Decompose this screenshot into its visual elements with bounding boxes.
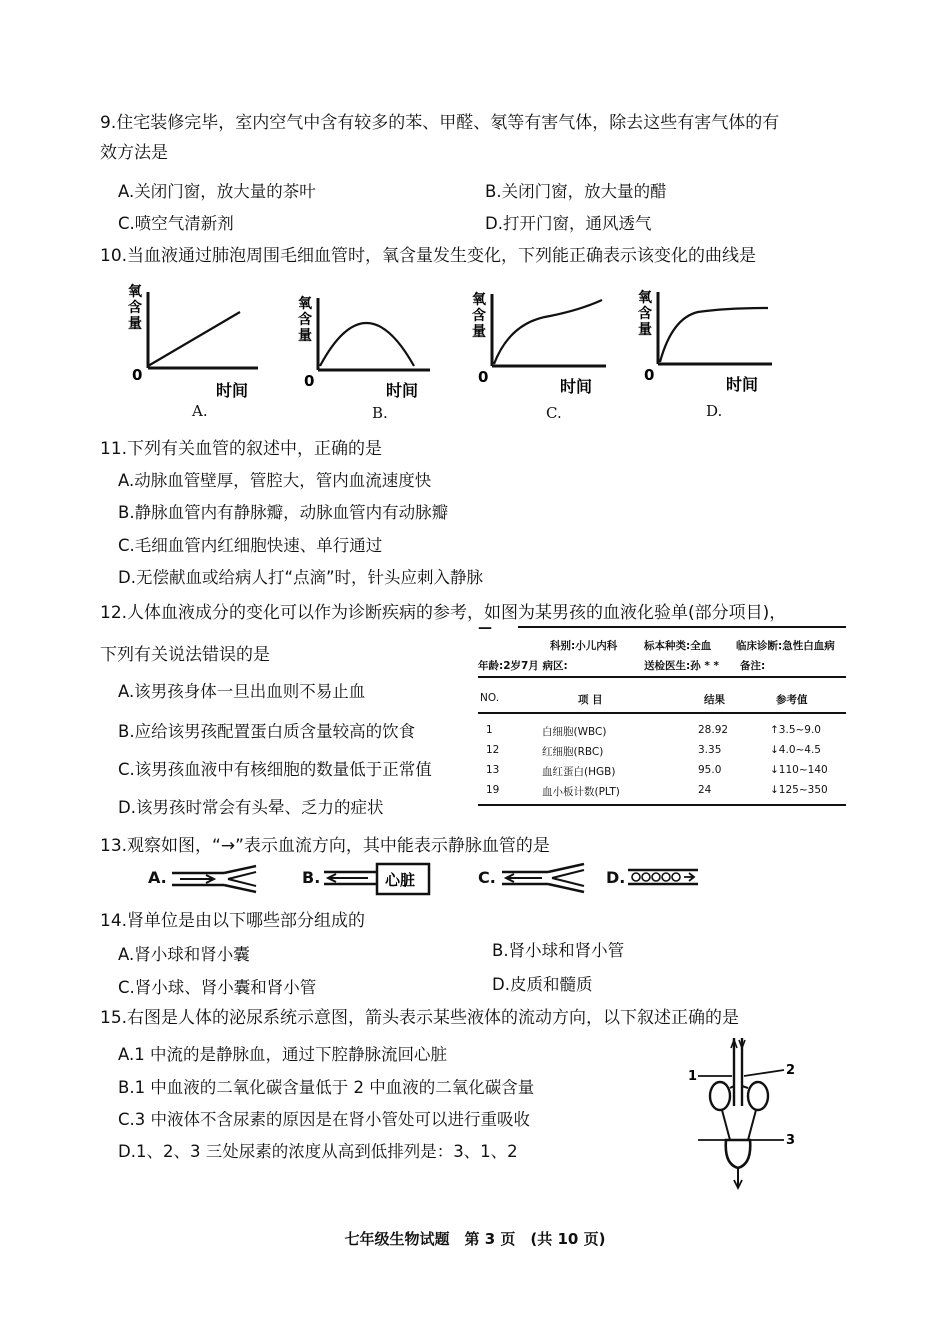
report-bottom-rule [478, 804, 846, 806]
diagram-label-1: 1 [688, 1069, 698, 1084]
graph-b-origin: 0 [304, 372, 315, 390]
q14-option-c: C.肾小球、肾小囊和肾小管 [118, 978, 317, 997]
page-footer: 七年级生物试题 第 3 页 (共 10 页) [344, 1230, 606, 1248]
q15-option-b: B.1 中血液的二氧化碳含量低于 2 中血液的二氧化碳含量 [118, 1078, 535, 1097]
report-row-item: 血小板计数(PLT) [542, 786, 620, 798]
q14-option-a: A.肾小球和肾小囊 [118, 945, 250, 964]
q9-stem-line2: 效方法是 [100, 143, 168, 163]
q11-option-d: D.无偿献血或给病人打“点滴”时，针头应刺入静脉 [118, 568, 484, 587]
report-header-rule [478, 676, 846, 678]
q14-option-d: D.皮质和髓质 [492, 975, 593, 994]
graph-b-ylabel-2: 含 [298, 312, 312, 328]
graph-d-xlabel: 时间 [726, 375, 759, 394]
graph-c-xlabel: 时间 [560, 377, 593, 396]
graph-d-ylabel-1: 氧 [638, 290, 652, 306]
q11-option-a: A.动脉血管壁厚，管腔大，管内血流速度快 [118, 471, 432, 490]
q10-graph-c-label: C. [546, 404, 562, 422]
q10-stem: 10.当血液通过肺泡周围毛细血管时，氧含量发生变化，下列能正确表示该变化的曲线是 [100, 246, 757, 266]
report-sample: 标本种类:全血 [644, 640, 712, 652]
q12-option-a: A.该男孩身体一旦出血则不易止血 [118, 682, 366, 701]
report-row-item: 血红蛋白(HGB) [542, 766, 616, 778]
q13-label-c: C. [478, 868, 496, 887]
q13-vessel-a [168, 864, 262, 894]
graph-c-ylabel-2: 含 [472, 308, 486, 324]
report-row-item: 白细胞(WBC) [542, 726, 607, 738]
q14-stem: 14.肾单位是由以下哪些部分组成的 [100, 911, 366, 931]
report-header-result: 结果 [704, 694, 725, 706]
graph-c-ylabel-1: 氧 [472, 292, 486, 308]
report-row-no: 1 [486, 724, 493, 736]
q10-graph-a [120, 282, 260, 402]
report-row-ref: ↓4.0~4.5 [770, 744, 821, 756]
graph-d-ylabel-2: 含 [638, 306, 652, 322]
report-row-result: 24 [698, 784, 712, 796]
report-top-rule [518, 626, 846, 628]
report-row-item: 红细胞(RBC) [542, 746, 604, 758]
q12-stem-line1: 12.人体血液成分的变化可以作为诊断疾病的参考，如图为某男孩的血液化验单(部分项目)， [100, 603, 787, 623]
q10-graph-b-label: B. [372, 404, 388, 422]
q13-stem: 13.观察如图，“→”表示血流方向，其中能表示静脉血管的是 [100, 836, 550, 856]
report-dept: 科别:小儿内科 [550, 640, 618, 652]
diagram-label-2: 2 [786, 1063, 796, 1078]
graph-c-origin: 0 [478, 368, 489, 386]
q12-option-b: B.应给该男孩配置蛋白质含量较高的饮食 [118, 722, 416, 741]
q9-option-b: B.关闭门窗，放大量的醋 [485, 182, 667, 201]
q10-graph-a-label: A. [192, 402, 208, 420]
report-row-result: 3.35 [698, 744, 722, 756]
q15-stem: 15.右图是人体的泌尿系统示意图，箭头表示某些液体的流动方向，以下叙述正确的是 [100, 1008, 740, 1028]
report-row-ref: ↑3.5~9.0 [770, 724, 821, 736]
q13-label-b: B. [302, 868, 321, 887]
report-header-no: NO. [480, 692, 500, 704]
urinary-system-diagram [684, 1036, 800, 1192]
report-note: 备注: [740, 660, 766, 672]
report-diagnosis: 临床诊断:急性白血病 [736, 640, 835, 652]
q10-graph-d [636, 284, 776, 399]
diagram-label-3: 3 [786, 1133, 796, 1148]
blood-test-report [474, 620, 846, 810]
q13-label-a: A. [148, 868, 167, 887]
report-row-ref: ↓110~140 [770, 764, 828, 776]
q13-vessel-b [320, 862, 434, 896]
graph-a-curve [148, 312, 240, 366]
q9-option-d: D.打开门窗，通风透气 [485, 214, 652, 233]
graph-a-origin: 0 [132, 366, 143, 384]
q15-option-a: A.1 中流的是静脉血，通过下腔静脉流回心脏 [118, 1045, 447, 1064]
q9-option-a: A.关闭门窗，放大量的茶叶 [118, 182, 316, 201]
q12-option-c: C.该男孩血液中有核细胞的数量低于正常值 [118, 760, 432, 779]
q13-vessel-c [498, 862, 590, 894]
q11-stem: 11.下列有关血管的叙述中，正确的是 [100, 439, 383, 459]
report-header-ref: 参考值 [776, 694, 808, 706]
report-row-result: 28.92 [698, 724, 729, 736]
graph-a-ylabel-3: 量 [128, 316, 142, 332]
q15-option-d: D.1、2、3 三处尿素的浓度从高到低排列是：3、1、2 [118, 1142, 518, 1161]
q10-graph-d-label: D. [706, 402, 723, 420]
report-header-item: 项 目 [578, 694, 603, 706]
q10-graph-b [296, 290, 436, 405]
q13-label-d: D. [606, 868, 626, 887]
graph-a-ylabel-2: 含 [128, 300, 142, 316]
graph-b-curve [320, 323, 414, 366]
q13-vessel-d [626, 866, 700, 888]
report-mark: — [478, 620, 492, 636]
q9-option-c: C.喷空气清新剂 [118, 214, 234, 233]
q15-option-c: C.3 中液体不含尿素的原因是在肾小管处可以进行重吸收 [118, 1110, 531, 1129]
report-row-no: 13 [486, 764, 500, 776]
graph-b-ylabel-3: 量 [298, 328, 312, 344]
graph-c-ylabel-3: 量 [472, 324, 486, 340]
heart-label: 心脏 [385, 871, 416, 889]
graph-d-origin: 0 [644, 366, 655, 384]
report-row-no: 19 [486, 784, 500, 796]
q10-graph-c [470, 286, 610, 401]
graph-c-curve [494, 300, 602, 364]
report-row-no: 12 [486, 744, 500, 756]
graph-d-ylabel-3: 量 [638, 322, 652, 338]
graph-b-xlabel: 时间 [386, 381, 419, 400]
graph-a-xlabel: 时间 [216, 381, 249, 400]
graph-d-curve [660, 308, 768, 362]
report-age: 年龄:2岁7月 病区: [478, 660, 568, 672]
graph-b-ylabel-1: 氧 [298, 296, 312, 312]
q14-option-b: B.肾小球和肾小管 [492, 941, 625, 960]
report-column-rule [478, 712, 846, 714]
q12-option-d: D.该男孩时常会有头晕、乏力的症状 [118, 798, 384, 817]
report-row-result: 95.0 [698, 764, 722, 776]
q11-option-b: B.静脉血管内有静脉瓣，动脉血管内有动脉瓣 [118, 503, 449, 522]
report-row-ref: ↓125~350 [770, 784, 828, 796]
q11-option-c: C.毛细血管内红细胞快速、单行通过 [118, 536, 383, 555]
report-doctor: 送检医生:孙 * * [644, 660, 719, 672]
q9-stem-line1: 9.住宅装修完毕，室内空气中含有较多的苯、甲醛、氡等有害气体，除去这些有害气体的有 [100, 113, 780, 133]
q12-stem-line2: 下列有关说法错误的是 [100, 645, 270, 665]
graph-a-ylabel-1: 氧 [128, 284, 142, 300]
